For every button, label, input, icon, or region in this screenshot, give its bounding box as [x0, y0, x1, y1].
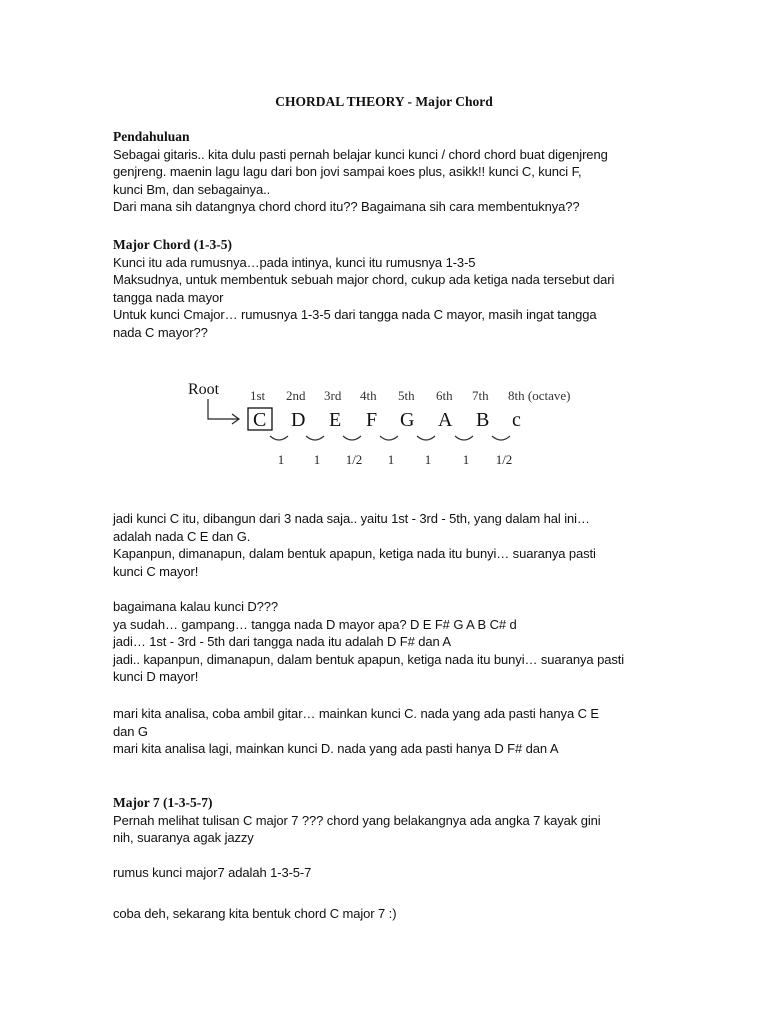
section-intro	[113, 128, 673, 216]
paragraph-line: kunci D mayor!	[113, 669, 199, 685]
step-value: 1	[424, 452, 432, 467]
paragraph-line: adalah nada C E dan G.	[113, 528, 251, 544]
root-label: Root	[188, 381, 220, 398]
note-letter: B	[476, 409, 490, 431]
paragraph-line: Untuk kunci Cmajor… rumusnya 1-3-5 dari tangga nada C mayor, masih ingat tangga	[113, 307, 597, 323]
paragraph-line: jadi.. kapanpun, dimanapun, dalam bentuk apapun, ketiga nada itu bunyi… suaranya pasti	[113, 651, 625, 667]
section-analysis	[113, 705, 673, 758]
paragraph-line: kunci Bm, dan sebagainya..	[113, 181, 271, 197]
section-heading-major-chord: Major Chord (1-3-5)	[113, 237, 232, 252]
step-arc	[380, 436, 398, 440]
paragraph-line: mari kita analisa lagi, mainkan kunci D. nada yang ada pasti hanya D F# dan A	[113, 741, 559, 757]
section-explain-d	[113, 598, 673, 686]
step-arc	[306, 436, 324, 440]
paragraph-line: Kapanpun, dimanapun, dalam bentuk apapun, ketiga nada itu bunyi… suaranya pasti	[113, 546, 596, 562]
paragraph-line: Pernah melihat tulisan C major 7 ??? chord yang belakangnya ada angka 7 kayak gini	[113, 812, 601, 828]
major7-formula: rumus kunci major7 adalah 1-3-5-7	[113, 865, 312, 880]
paragraph-line: Sebagai gitaris.. kita dulu pasti pernah belajar kunci kunci / chord chord buat digenjreng	[113, 146, 608, 162]
step-value: 1	[277, 452, 285, 467]
paragraph-line: Kunci itu ada rumusnya…pada intinya, kunci itu rumusnya 1-3-5	[113, 254, 476, 270]
degree-label: 8th (octave)	[508, 388, 571, 403]
step-arc	[343, 436, 361, 440]
document-title: CHORDAL THEORY - Major Chord	[275, 94, 493, 109]
note-letter: G	[400, 409, 415, 431]
section-major7	[113, 794, 673, 847]
degree-label: 1st	[250, 388, 266, 403]
step-arcs	[270, 436, 510, 440]
c-major-scale-figure	[186, 372, 576, 477]
step-value: 1/2	[345, 452, 363, 467]
degree-label: 4th	[360, 388, 377, 403]
step-arc	[492, 436, 510, 440]
note-letter: F	[366, 409, 378, 431]
paragraph-line: Dari mana sih datangnya chord chord itu?? Bagaimana sih cara membentuknya??	[113, 199, 580, 215]
section-major-chord	[113, 236, 673, 342]
paragraph-line: tangga nada mayor	[113, 289, 224, 305]
arrow-icon	[208, 399, 239, 424]
paragraph-line: jadi… 1st - 3rd - 5th dari tangga nada itu adalah D F# dan A	[113, 634, 451, 650]
step-value: 1	[462, 452, 470, 467]
section-explain-c	[113, 510, 673, 580]
paragraph-line: Maksudnya, untuk membentuk sebuah major chord, cukup ada ketiga nada tersebut dari	[113, 272, 615, 288]
step-arc	[270, 436, 288, 440]
paragraph-line: ya sudah… gampang… tangga nada D mayor apa? D E F# G A B C# d	[113, 616, 517, 632]
section-heading-major7: Major 7 (1-3-5-7)	[113, 795, 213, 810]
step-value: 1/2	[495, 452, 513, 467]
paragraph-line: bagaimana kalau kunci D???	[113, 599, 279, 614]
step-value: 1	[313, 452, 321, 467]
degree-label: 7th	[472, 388, 489, 403]
section-heading-intro: Pendahuluan	[113, 129, 190, 144]
paragraph-line: nih, suaranya agak jazzy	[113, 830, 254, 846]
paragraph-line: dan G	[113, 723, 148, 739]
degree-label: 5th	[398, 388, 415, 403]
note-letter: E	[329, 409, 342, 431]
paragraph-line: jadi kunci C itu, dibangun dari 3 nada saja.. yaitu 1st - 3rd - 5th, yang dalam hal ini…	[113, 511, 590, 526]
major7-closing: coba deh, sekarang kita bentuk chord C major 7 :)	[113, 906, 397, 921]
note-letter: D	[291, 409, 306, 431]
step-arc	[455, 436, 473, 440]
degree-label: 2nd	[286, 388, 306, 403]
degree-label: 3rd	[324, 388, 342, 403]
step-arc	[417, 436, 435, 440]
degree-label: 6th	[436, 388, 453, 403]
note-letter: A	[438, 409, 453, 431]
paragraph-line: kunci C mayor!	[113, 563, 199, 579]
step-value: 1	[387, 452, 395, 467]
note-letter: C	[253, 409, 267, 431]
paragraph-line: nada C mayor??	[113, 324, 208, 340]
paragraph-line: genjreng. maenin lagu lagu dari bon jovi sampai koes plus, asikk!! kunci C, kunci F,	[113, 164, 582, 180]
note-letter: c	[512, 409, 521, 431]
paragraph-line: mari kita analisa, coba ambil gitar… mainkan kunci C. nada yang ada pasti hanya C E	[113, 706, 599, 721]
